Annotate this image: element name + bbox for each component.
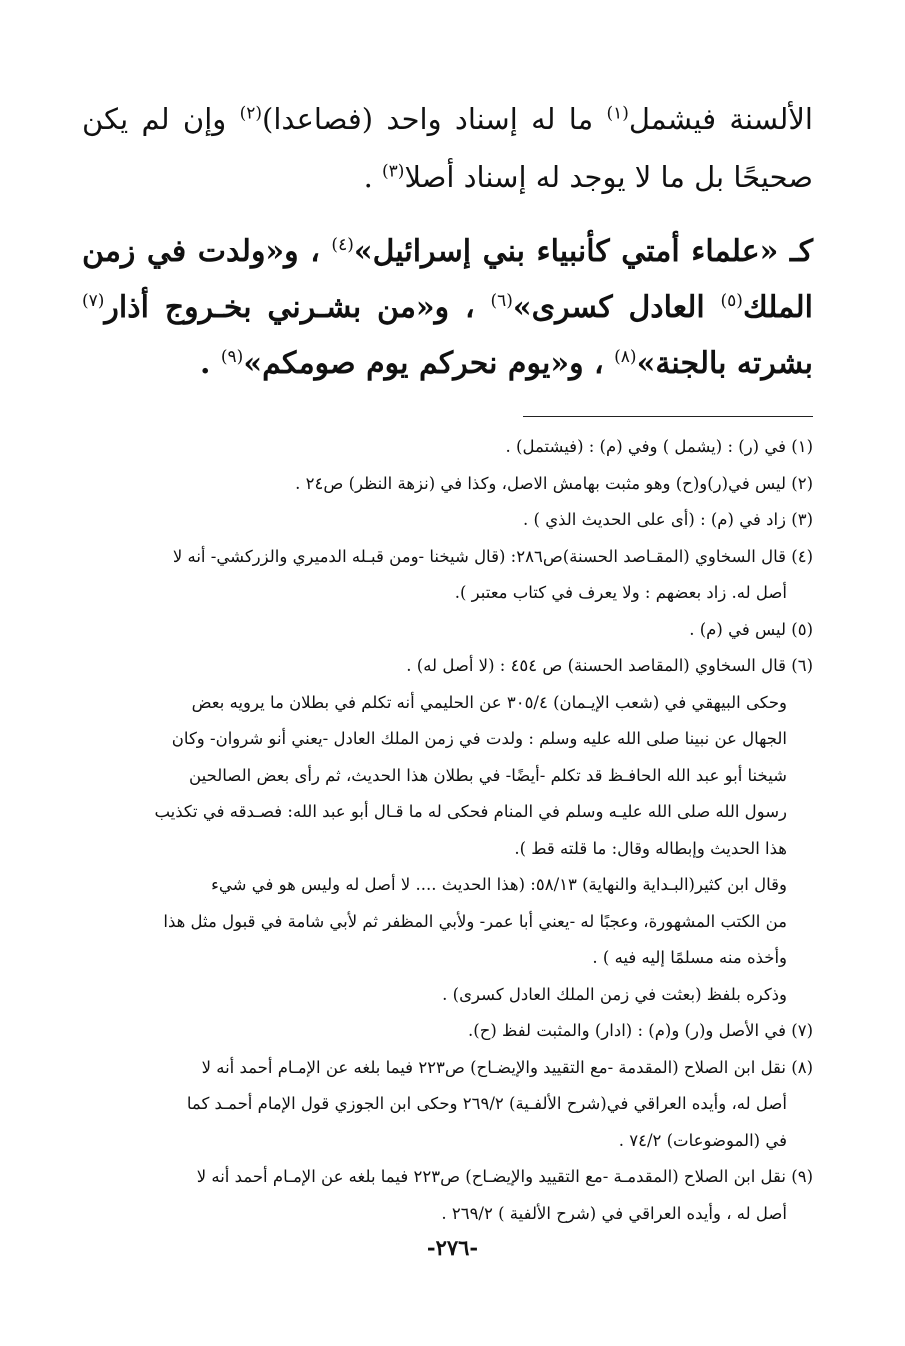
footnote-6-bayhaqi-line-4: رسول الله صلى الله عليـه وسلم في المنام فحكى له ما قـال أبو عبد الله: فصـدقه في تكذيب	[154, 802, 787, 821]
footnote-8-line-2: أصل له، وأيده العراقي في(شرح الألفـية) ٢٦٩/٢ وحكى ابن الجوزي قول الإمام أحمـد كما	[186, 1094, 787, 1113]
footnote-2: (٢) ليس في(ر)و(ح) وهو مثبت بهامش الاصل، وكذا في (نزهة النظر) ص٢٤ .	[295, 473, 813, 493]
intro-text-4: .	[363, 160, 383, 194]
footnote-5: (٥) ليس في (م) .	[689, 619, 813, 639]
examples-text-7: .	[200, 346, 221, 381]
intro-paragraph	[82, 90, 813, 206]
footnote-ref-8[interactable]: (٨)	[614, 347, 637, 367]
footnote-6: (٦) قال السخاوي (المقاصد الحسنة) ص ٤٥٤ : (لا أصل له) .	[406, 656, 813, 675]
intro-text-2: ما له إسناد واحد (فصاعدا)	[262, 102, 607, 136]
footnote-3: (٣) زاد في (م) : (أى على الحديث الذي ) .	[523, 510, 813, 529]
footnote-1: (١) في (ر) : (يشمل ) وفي (م) : (فيشتمل) .	[505, 437, 813, 456]
intro-text-3: وإن لم يكن صحيحًا بل ما لا يوجد له إسناد أصلا	[82, 102, 813, 194]
footnote-ref-6[interactable]: (٦)	[490, 291, 513, 311]
footnotes-section	[82, 429, 813, 1232]
examples-paragraph	[82, 224, 813, 392]
footnote-4-line-1: (٤) قال السخاوي (المقـاصد الحسنة)ص٢٨٦: (قال شيخنا -ومن قبـله الدميري والزركشي- أنه لا	[172, 546, 813, 566]
footnote-divider	[523, 416, 813, 417]
footnote-7: (٧) في الأصل و(ر) و(م) : (ادار) والمثبت لفظ (ح).	[468, 1021, 813, 1040]
footnote-ref-4[interactable]: (٤)	[331, 235, 354, 255]
page-number: -٢٧٦-	[426, 1235, 479, 1260]
footnote-6-variant: وذكره بلفظ (بعثت في زمن الملك العادل كسرى) .	[442, 984, 787, 1004]
examples-text-6: ، و«يوم نحركم يوم صومكم»	[243, 346, 615, 381]
footnote-8-line-3: في (الموضوعات) ٧٤/٢ .	[618, 1130, 787, 1150]
examples-text-5: بشرته بالجنة»	[636, 346, 813, 381]
footnote-6-bayhaqi-line-3: شيخنا أبو عبد الله الحافـظ قد تكلم -أيضًا- في بطلان هذا الحديث، ثم رأى بعض الصالحين	[189, 765, 787, 785]
footnote-ref-1[interactable]: (١)	[606, 103, 629, 124]
examples-text-3: العادل كسرى»	[512, 290, 721, 325]
footnote-ref-3[interactable]: (٣)	[382, 161, 405, 182]
footnote-8-line-1: (٨) نقل ابن الصلاح (المقدمة -مع التقييد والإيضـاح) ص٢٢٣ فيما بلغه عن الإمـام أحمد أنه لا	[201, 1057, 813, 1077]
footnote-ref-5[interactable]: (٥)	[720, 291, 743, 311]
footnote-9-line-2: أصل له ، وأيده العراقي في (شرح الألفية ) ٢٦٩/٢ .	[441, 1203, 787, 1223]
footnote-6-bayhaqi-line-1: وحكى البيهقي في (شعب الإيـمان) ٣٠٥/٤ عن الحليمي أنه تكلم في بطلان ما يرويه بعض	[191, 692, 787, 712]
footnote-ref-2[interactable]: (٢)	[239, 103, 263, 124]
footnote-4-line-2: أصل له. زاد بعضهم : ولا يعرف في كتاب معتبر ).	[454, 583, 787, 602]
footnote-ref-9[interactable]: (٩)	[220, 347, 244, 367]
examples-text-4: ، و«من بشـرني بخـروج أذار	[104, 290, 491, 325]
footnote-6-bayhaqi-line-5: هذا الحديث وإبطاله وقال: ما قلته قط ).	[514, 838, 787, 858]
footnote-6-ibn-kathir-line-3: وأخذه منه مسلمًا إليه فيه ) .	[592, 948, 787, 967]
footnote-ref-7[interactable]: (٧)	[82, 291, 105, 311]
footnote-6-bayhaqi-line-2: الجهال عن نبينا صلى الله عليه وسلم : ولدت في زمن الملك العادل -يعني أنو شروان- وكان	[171, 729, 787, 748]
footnote-9-line-1: (٩) نقل ابن الصلاح (المقدمـة -مع التقييد والإيضـاح) ص٢٢٣ فيما بلغه عن الإمـام أحمد أنه لا	[196, 1167, 813, 1186]
intro-text-1: الألسنة فيشمل	[628, 102, 813, 136]
examples-text-1: كـ «علماء أمتي كأنبياء بني إسرائيل»	[353, 234, 813, 269]
footnote-6-ibn-kathir-line-1: وقال ابن كثير(البـداية والنهاية) ٥٨/١٣: (هذا الحديث .... لا أصل له وليس هو في شيء	[211, 875, 787, 894]
examples-text-2: ، و«ولدت في زمن الملك	[82, 234, 813, 325]
footnote-6-ibn-kathir-line-2: من الكتب المشهورة، وعجبًا له -يعني أبا عمر- ولأبي المظفر ثم لأبي شامة في قبول مثل هذا	[163, 911, 787, 931]
